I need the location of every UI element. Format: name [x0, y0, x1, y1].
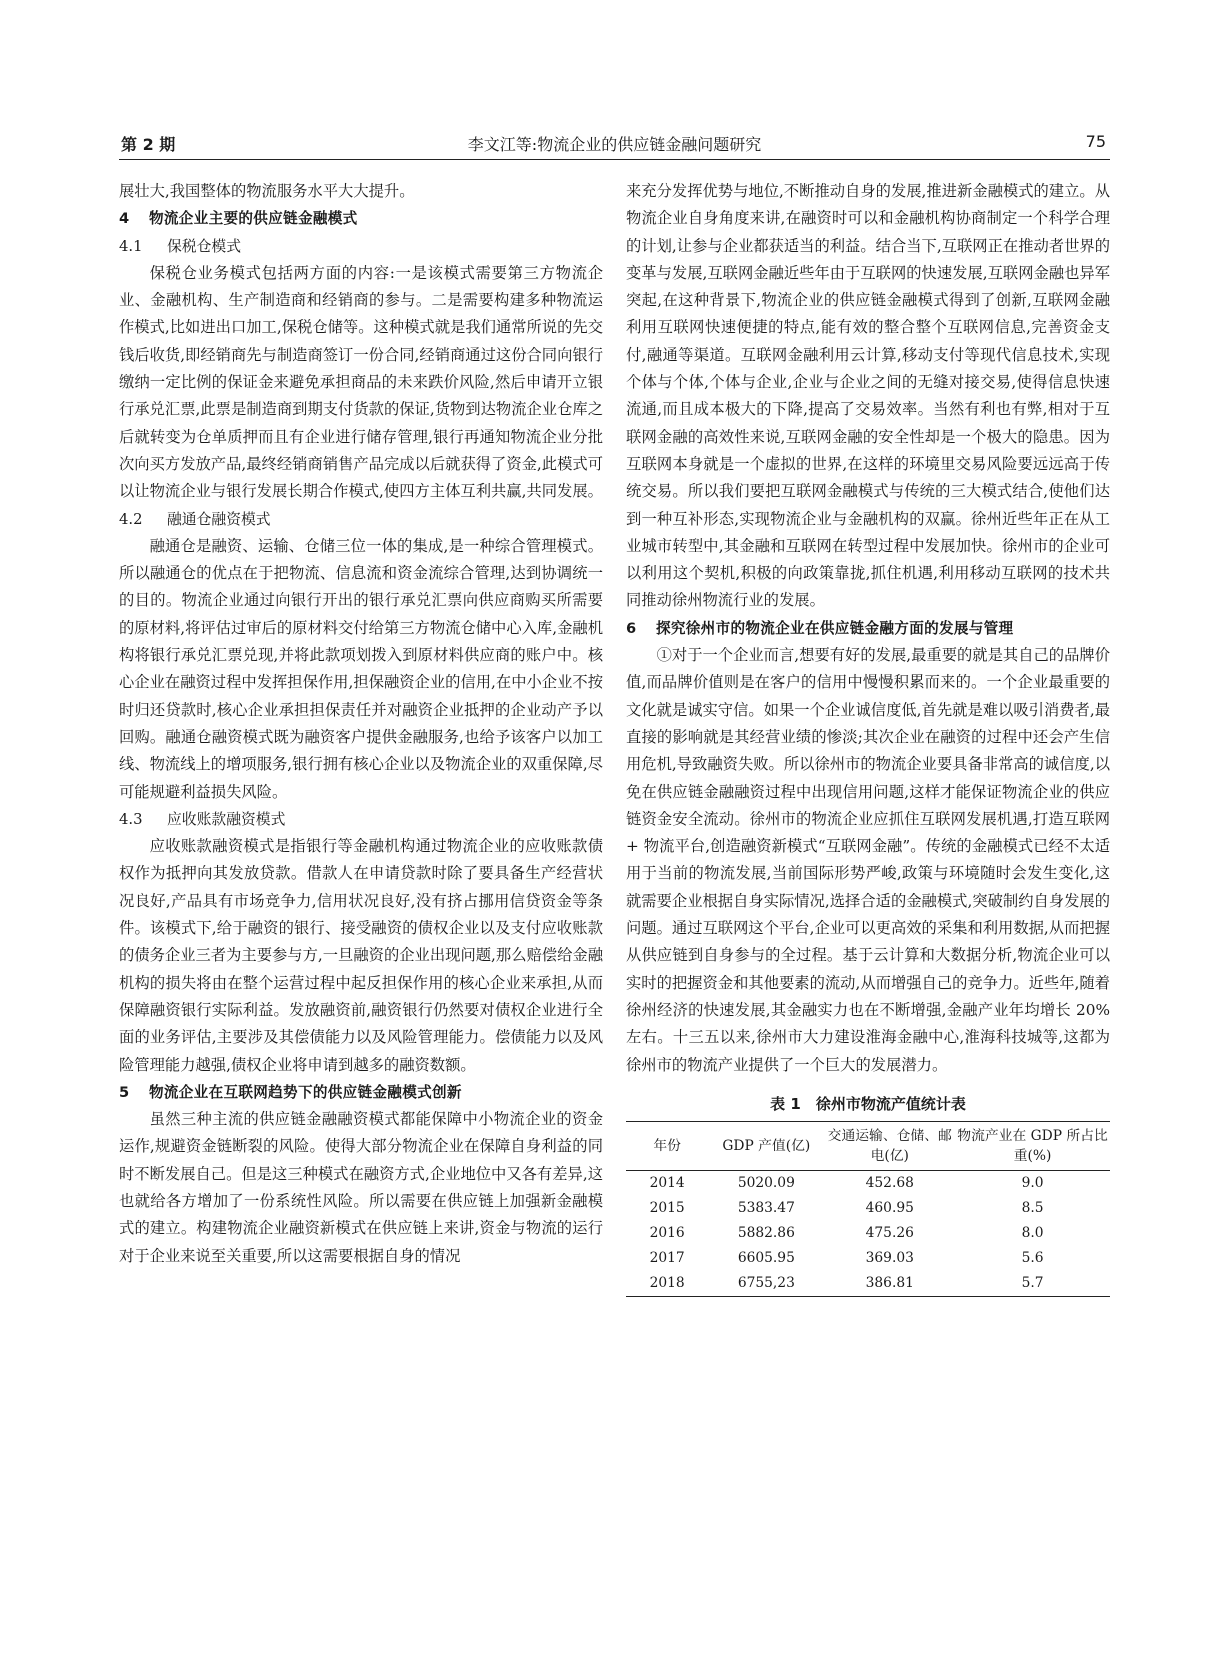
subsection-title: 保税仓模式: [167, 237, 241, 255]
column-header: 交通运输、仓储、邮电(亿): [827, 1127, 952, 1164]
table-row: [626, 1271, 1110, 1297]
table-cell: 6605.95: [737, 1249, 795, 1266]
table-cell: 369.03: [865, 1249, 914, 1266]
table-cell: 8.0: [1021, 1224, 1044, 1241]
table-cell: 475.26: [865, 1224, 914, 1241]
subsection-title: 应收账款融资模式: [167, 810, 286, 828]
column-header: GDP 产值(亿): [722, 1137, 811, 1154]
table-cell: 5882.86: [737, 1224, 795, 1241]
paragraph: 展壮大,我国整体的物流服务水平大大提升。: [119, 182, 415, 200]
subsection-heading-4-1: [119, 233, 603, 260]
table-caption: 表 1 徐州市物流产值统计表: [770, 1094, 966, 1113]
table-cell: 5020.09: [737, 1174, 795, 1191]
table-cell: 8.5: [1021, 1199, 1044, 1216]
running-title: 李文江等:物流企业的供应链金融问题研究: [467, 135, 762, 154]
paragraph: ①对于一个企业而言,想要有好的发展,最重要的就是其自己的品牌价值,而品牌价值则是在客户的信用中慢慢积累而来的。一个企业最重要的文化就是诚实守信。如果一个企业诚信度低,首先就是难以吸引消费者,最直接的影响就是其经营业绩的惨淡;其次企业在融资的过程中还会产生信用危机,导致融资失败。所以徐州市的物流企业要具备非常高的诚信度,以免在供应链金融融资过程中出现信用问题,这样才能保证物流企业的供应链资金安全流动。徐州市的物流企业应抓住互联网发展机遇,打造互联网 + 物流平台,创造融资新模式“互联网金融”。传统的金融模式已经不太适用于当前的物流发展,当前国际形势严峻,政策与环境随时会发生变化,这就需要企业根据自身实际情况,选择合适的金融模式,突破制约自身发展的问题。通过互联网这个平台,企业可以更高效的采集和利用数据,从而把握从供应链到自身参与的全过程。基于云计算和大数据分析,物流企业可以实时的把握资金和其他要素的流动,从而增强自己的竞争力。近些年,随着徐州经济的快速发展,其金融实力也在不断增强,金融产业年均增长 20% 左右。十三五以来,徐州市大力建设淮海金融中心,淮海科技城等,这都为徐州市的物流产业提供了一个巨大的发展潜力。: [626, 646, 1110, 1074]
table-cell: 386.81: [865, 1274, 914, 1291]
table-cell: 6755,23: [737, 1274, 795, 1291]
subsection-number: 4.3: [119, 810, 143, 828]
section-title: 探究徐州市的物流企业在供应链金融方面的发展与管理: [656, 619, 1014, 637]
subsection-number: 4.1: [119, 237, 143, 255]
table-cell: 5.6: [1021, 1249, 1044, 1266]
issue-label: 第 2 期: [121, 135, 176, 154]
table-cell: 2016: [649, 1224, 685, 1241]
running-header: [119, 131, 1110, 160]
section-title: 物流企业主要的供应链金融模式: [149, 210, 358, 228]
table-cell: 2014: [649, 1174, 685, 1191]
table-cell: 2018: [649, 1274, 685, 1291]
left-column: [119, 178, 603, 1270]
subsection-title: 融通仓融资模式: [167, 510, 271, 528]
section-number: 4: [119, 210, 130, 228]
paragraph: 虽然三种主流的供应链金融融资模式都能保障中小物流企业的资金运作,规避资金链断裂的风险。使得大部分物流企业在保障自身利益的同时不断发展自己。但是这三种模式在融资方式,企业地位中又各有差异,这也就给各方增加了一份系统性风险。所以需要在供应链上加强新金融模式的建立。构建物流企业融资新模式在供应链上来讲,资金与物流的运行对于企业来说至关重要,所以这需要根据自身的情况: [119, 1110, 603, 1265]
table-row: [626, 1196, 1110, 1221]
table-cell: 452.68: [865, 1174, 914, 1191]
paragraph: 保税仓业务模式包括两方面的内容:一是该模式需要第三方物流企业、金融机构、生产制造商和经销商的参与。二是需要构建多种物流运作模式,比如进出口加工,保税仓储等。这种模式就是我们通常所说的先交钱后收货,即经销商先与制造商签订一份合同,经销商通过这份合同向银行缴纳一定比例的保证金来避免承担商品的未来跌价风险,然后申请开立银行承兑汇票,此票是制造商到期支付货款的保证,货物到达物流企业仓库之后就转变为仓单质押而且有企业进行储存管理,银行再通知物流企业分批次向买方发放产品,最终经销商销售产品完成以后就获得了资金,此模式可以让物流企业与银行发展长期合作模式,使四方主体互利共赢,共同发展。: [119, 263, 603, 501]
table-row: [626, 1221, 1110, 1246]
section-heading-6: [626, 615, 1110, 642]
section-title: 物流企业在互联网趋势下的供应链金融模式创新: [149, 1083, 462, 1101]
table-cell: 9.0: [1021, 1174, 1044, 1191]
table-cell: 5.7: [1021, 1274, 1044, 1291]
subsection-number: 4.2: [119, 510, 143, 528]
subsection-heading-4-2: [119, 506, 603, 533]
column-header: 物流产业在 GDP 所占比重(%): [957, 1127, 1108, 1164]
table-cell: 2017: [649, 1249, 685, 1266]
section-heading-5: [119, 1079, 603, 1106]
table-row: [626, 1170, 1110, 1196]
table-cell: 5383.47: [737, 1199, 795, 1216]
page-number: 75: [1085, 132, 1106, 151]
section-heading-4: [119, 205, 603, 232]
data-table: [626, 1121, 1110, 1297]
right-column: [626, 178, 1110, 1297]
table-header-row: [626, 1121, 1110, 1170]
paragraph: 来充分发挥优势与地位,不断推动自身的发展,推进新金融模式的建立。从物流企业自身角度来讲,在融资时可以和金融机构协商制定一个科学合理的计划,让参与企业都获适当的利益。结合当下,互联网正在推动者世界的变革与发展,互联网金融近些年由于互联网的快速发展,互联网金融也异军突起,在这种背景下,物流企业的供应链金融模式得到了创新,互联网金融利用互联网快速便捷的特点,能有效的整合整个互联网信息,完善资金支付,融通等渠道。互联网金融利用云计算,移动支付等现代信息技术,实现个体与个体,个体与企业,企业与企业之间的无缝对接交易,使得信息快速流通,而且成本极大的下降,提高了交易效率。当然有利也有弊,相对于互联网金融的高效性来说,互联网金融的安全性却是一个极大的隐患。因为互联网本身就是一个虚拟的世界,在这样的环境里交易风险要远远高于传统交易。所以我们要把互联网金融模式与传统的三大模式结合,使他们达到一种互补形态,实现物流企业与金融机构的双赢。徐州近些年正在从工业城市转型中,其金融和互联网在转型过程中发展加快。徐州市的企业可以利用这个契机,积极的向政策靠拢,抓住机遇,利用移动互联网的技术共同推动徐州物流行业的发展。: [626, 182, 1110, 610]
subsection-heading-4-3: [119, 806, 603, 833]
paragraph: 融通仓是融资、运输、仓储三位一体的集成,是一种综合管理模式。所以融通仓的优点在于把物流、信息流和资金流综合管理,达到协调统一的目的。物流企业通过向银行开出的银行承兑汇票向供应商购买所需要的原材料,将评估过审后的原材料交付给第三方物流仓储中心入库,金融机构将银行承兑汇票兑现,并将此款项划拨入到原材料供应商的账户中。核心企业在融资过程中发挥担保作用,担保融资企业的信用,在中小企业不按时归还贷款时,核心企业承担担保责任并对融资企业抵押的企业动产予以回购。融通仓融资模式既为融资客户提供金融服务,也给予该客户以加工线、物流线上的增项服务,银行拥有核心企业以及物流企业的双重保障,尽可能规避利益损失风险。: [119, 536, 603, 801]
section-number: 5: [119, 1083, 130, 1101]
table-row: [626, 1246, 1110, 1271]
paragraph: 应收账款融资模式是指银行等金融机构通过物流企业的应收账款债权作为抵押向其发放贷款。借款人在申请贷款时除了要具备生产经营状况良好,产品具有市场竞争力,信用状况良好,没有挤占挪用信贷资金等条件。该模式下,给于融资的银行、接受融资的债权企业以及支付应收账款的债务企业三者为主要参与方,一旦融资的企业出现问题,那么赔偿给金融机构的损失将由在整个运营过程中起反担保作用的核心企业来承担,从而保障融资银行实际利益。发放融资前,融资银行仍然要对债权企业进行全面的业务评估,主要涉及其偿债能力以及风险管理能力。偿债能力以及风险管理能力越强,债权企业将申请到越多的融资数额。: [119, 837, 603, 1074]
table-cell: 2015: [649, 1199, 685, 1216]
section-number: 6: [626, 619, 637, 637]
table-cell: 460.95: [865, 1199, 914, 1216]
column-header: 年份: [653, 1137, 681, 1154]
